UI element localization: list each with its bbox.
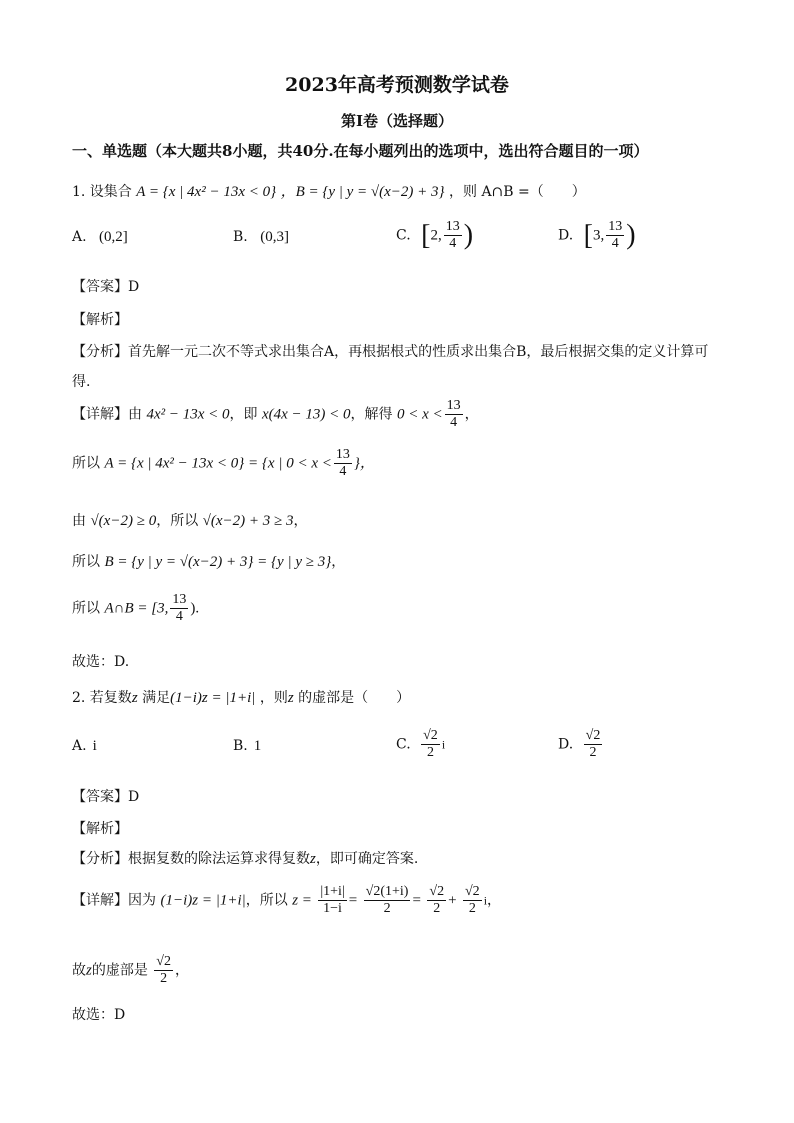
q2-option-a: A. i [72, 738, 97, 754]
q1-fenxi: 【分析】首先解一元二次不等式求出集合A，再根据根式的性质求出集合B，最后根据交集的定义计算可 [72, 344, 709, 360]
q2-option-b: B. 1 [233, 738, 262, 754]
q2-analysis-tag: 【解析】 [72, 821, 128, 837]
q2-option-d: D. $\frac{√2}{2}$ [558, 728, 601, 760]
q2-detail-1: 【详解】因为 (1−i)z = |1+i|，所以 z = $\frac{|1+i|}{1-i}$ = $\frac{√2(1+i)}{2}$ = $\frac{√2}{2}$ + $\frac{√2}{2}$ i， [72, 884, 502, 916]
q1-set-b: ，B = {y | y = √(x−2) + 3} [280, 184, 445, 200]
q1-detail-5: 所以 A∩B = [3, $\frac{13}{4}$ ). [72, 592, 200, 624]
q1-detail-2: 所以 A = {x | 4x² − 13x < 0} = {x | 0 < x < $\frac{13}{4}$ }， [72, 447, 375, 479]
q1-answer: 【答案】D [72, 279, 140, 295]
q1-option-b: B. (0,3] [233, 229, 289, 245]
q1-detail-3: 由 √(x−2) ≥ 0，所以 √(x−2) + 3 ≥ 3， [72, 513, 308, 529]
q1-stem: 1. 设集合 A = {x | 4x² − 13x < 0} ，B = {y | y = √(x−2) + 3} ，则 A∩B =（ ） [72, 184, 586, 200]
q2-detail-2: 故z的虚部是 $\frac{√2}{2}$ ， [72, 954, 189, 986]
q1-fenxi-cont: 得. [72, 374, 91, 390]
page-subtitle: 第I卷（选择题） [340, 112, 454, 130]
q1-option-c: C. [2, $\frac{13}{4}$ ) [396, 219, 474, 251]
q2-option-c: C. $\frac{√2}{2}$ i [396, 728, 446, 760]
q1-option-a: A. (0,2] [72, 229, 128, 245]
q1-choose: 故选：D. [72, 654, 130, 670]
q2-stem: 2. 若复数z 满足(1−i)z = |1+i| ，则z 的虚部是（ ） [72, 690, 411, 706]
q1-option-d: D. [3, $\frac{13}{4}$ ) [558, 219, 636, 251]
page-title: 2023年高考预测数学试卷 [285, 74, 509, 96]
q1-detail-4: 所以 B = {y | y = √(x−2) + 3} = {y | y ≥ 3}， [72, 554, 346, 570]
q1-analysis-tag: 【解析】 [72, 312, 128, 328]
q2-fenxi: 【分析】根据复数的除法运算求得复数z，即可确定答案. [72, 851, 419, 867]
q2-choose: 故选：D [72, 1007, 126, 1023]
section-heading: 一、单选题（本大题共8小题，共40分.在每小题列出的选项中，选出符合题目的一项） [72, 142, 649, 160]
q2-answer: 【答案】D [72, 789, 140, 805]
q1-detail-1: 【详解】由 4x² − 13x < 0，即 x(4x − 13) < 0，解得 0 < x < $\frac{13}{4}$ ， [72, 398, 479, 430]
q1-set-a: A = {x | 4x² − 13x < 0} [136, 184, 277, 200]
